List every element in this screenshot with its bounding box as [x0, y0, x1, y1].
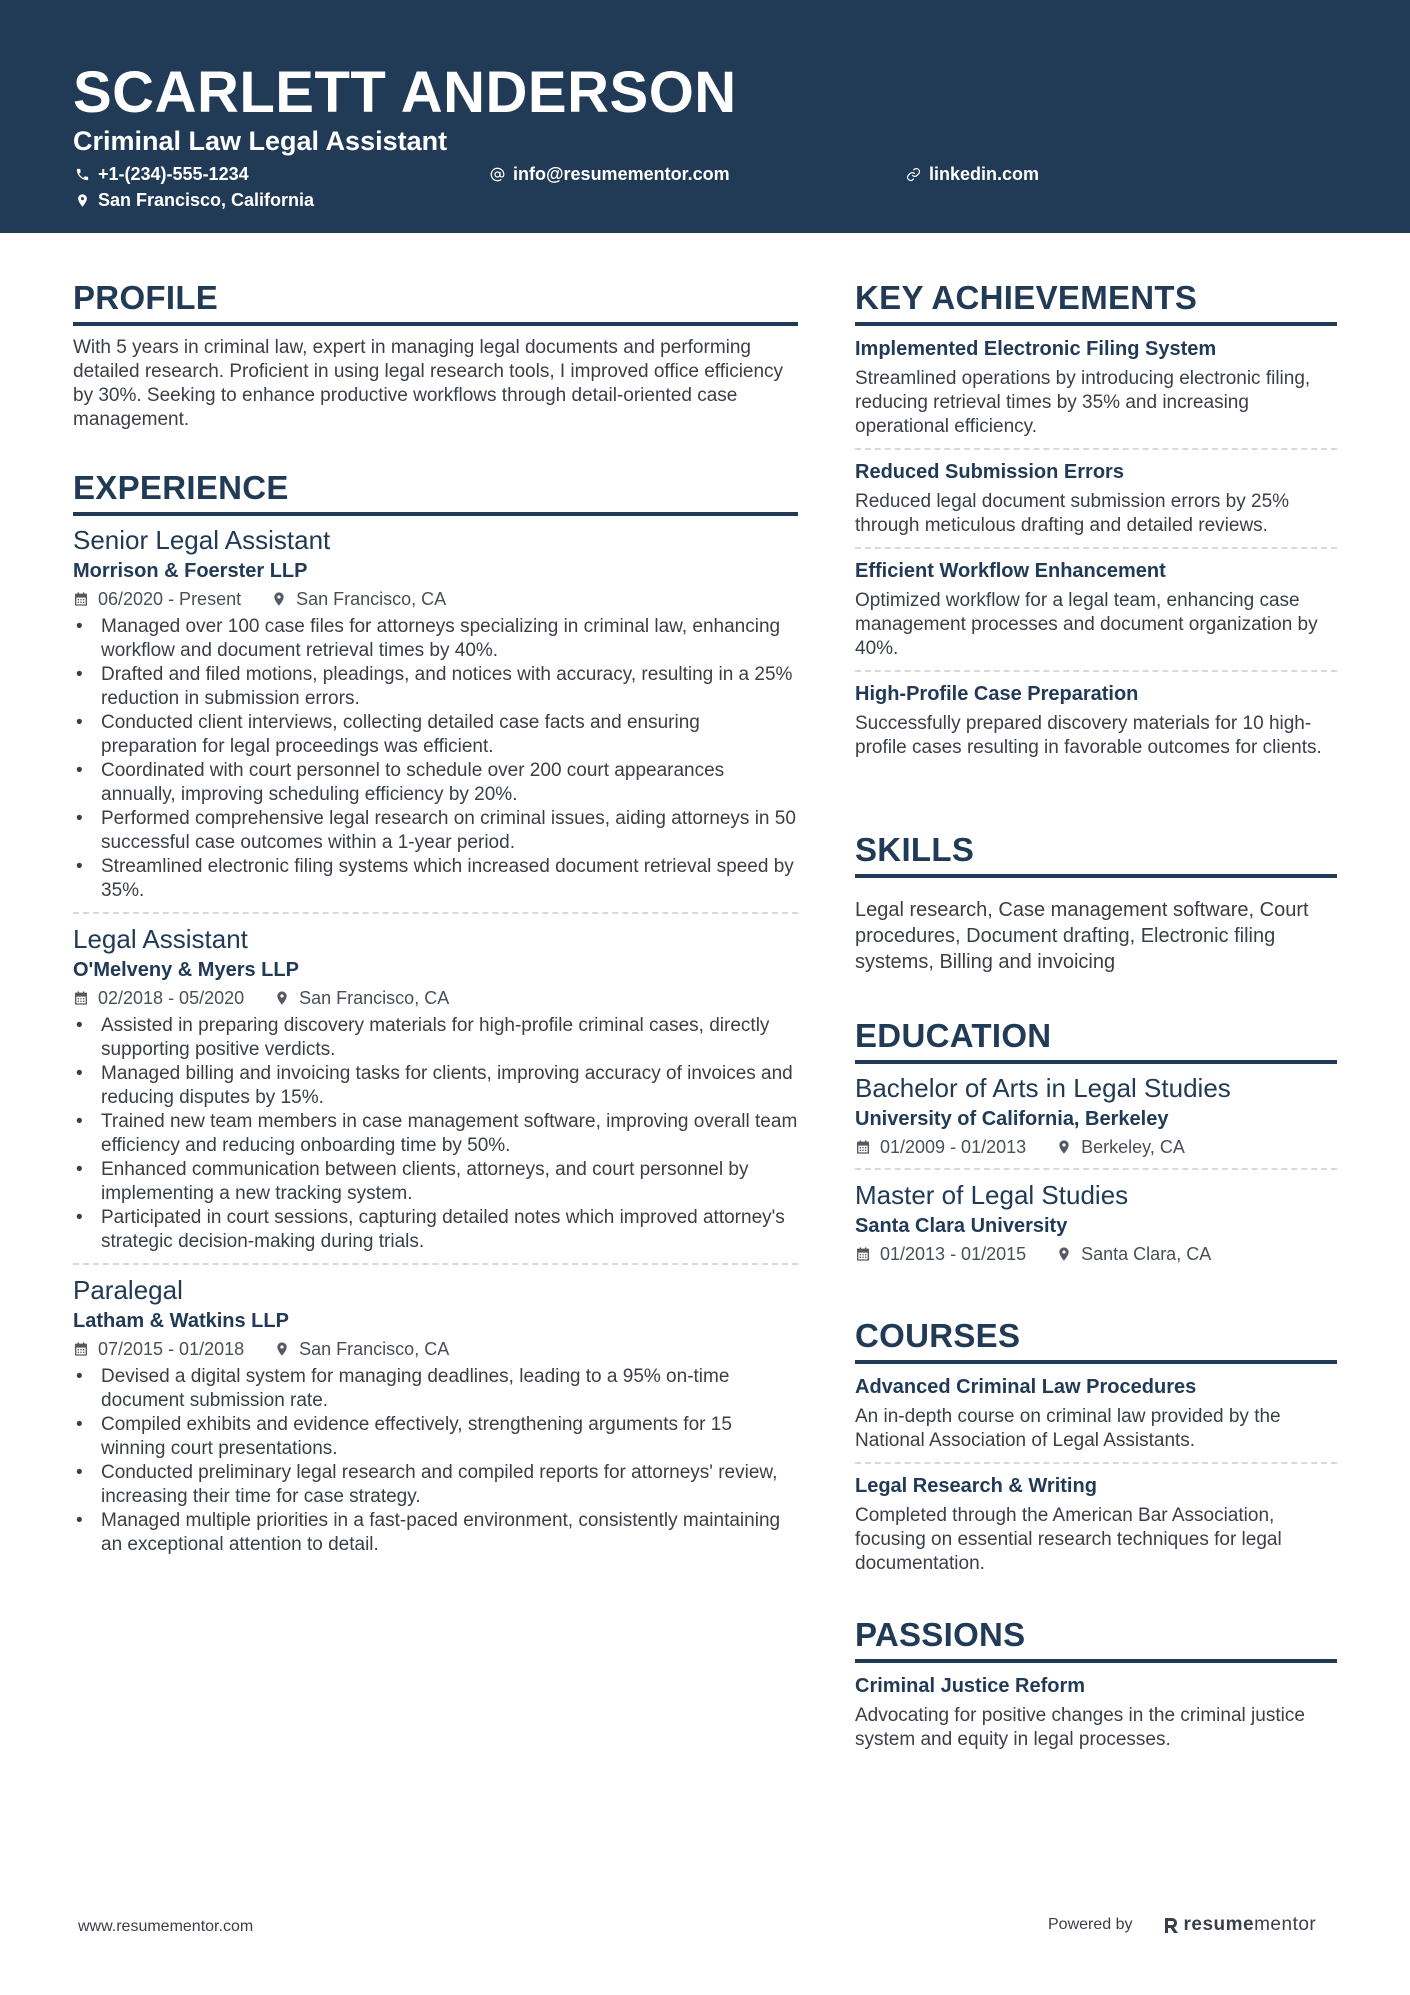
list-item: • Conducted client interviews, collecting detailed case facts and ensuring preparation for legal proceedings was efficient. — [73, 711, 798, 759]
passion-desc: Advocating for positive changes in the criminal justice system and equity in legal processes. — [855, 1705, 1305, 1750]
footer-website-link[interactable]: www.resumementor.com — [78, 1918, 254, 1935]
achievements-section — [855, 278, 1337, 760]
achievement-title: High-Profile Case Preparation — [855, 683, 1139, 705]
job-bullets — [73, 1014, 798, 1254]
profile-section — [73, 278, 798, 432]
achievement-item — [855, 681, 1337, 760]
list-item: • Enhanced communication between clients, attorneys, and court personnel by implementing a new tracking system. — [73, 1158, 798, 1206]
achievement-title: Implemented Electronic Filing System — [855, 338, 1217, 360]
location-text: San Francisco, California — [98, 190, 315, 210]
course-desc: Completed through the American Bar Association, focusing on essential research techniques for legal documentation. — [855, 1505, 1282, 1574]
phone-icon — [75, 167, 90, 182]
course-desc: An in-depth course on criminal law provided by the National Association of Legal Assistants. — [855, 1406, 1281, 1451]
phone-text: +1-(234)-555-1234 — [98, 164, 249, 184]
education-school: University of California, Berkeley — [855, 1108, 1169, 1130]
map-pin-icon — [1056, 1139, 1072, 1155]
list-item: • Participated in court sessions, capturing detailed notes which improved attorney's strategic decision-making during trials. — [73, 1206, 798, 1254]
divider — [855, 547, 1337, 549]
brand-bold: resume — [1183, 1914, 1255, 1935]
job-location: San Francisco, CA — [299, 1339, 450, 1359]
education-heading: EDUCATION — [855, 1016, 1337, 1064]
at-icon — [490, 167, 505, 182]
list-item: • Assisted in preparing discovery materials for high-profile criminal cases, directly supporting positive verdicts. — [73, 1014, 798, 1062]
divider — [73, 1263, 798, 1265]
job-location: San Francisco, CA — [296, 589, 447, 609]
divider — [855, 670, 1337, 672]
passion-title: Criminal Justice Reform — [855, 1675, 1086, 1697]
education-entry — [855, 1179, 1337, 1266]
calendar-icon — [73, 591, 89, 607]
courses-section — [855, 1316, 1337, 1576]
map-pin-icon — [1056, 1246, 1072, 1262]
passion-item — [855, 1673, 1337, 1752]
achievement-title: Efficient Workflow Enhancement — [855, 560, 1166, 582]
achievement-item — [855, 336, 1337, 439]
brand-logo-icon — [1163, 1916, 1179, 1934]
passions-heading: PASSIONS — [855, 1615, 1337, 1663]
education-degree: Master of Legal Studies — [855, 1180, 1129, 1210]
resume-header — [0, 0, 1410, 233]
profile-heading: PROFILE — [73, 278, 798, 326]
map-pin-icon — [274, 1341, 290, 1357]
education-location: Berkeley, CA — [1081, 1137, 1185, 1157]
calendar-icon — [855, 1246, 871, 1262]
achievement-desc: Streamlined operations by introducing electronic filing, reducing retrieval times by 35% and increasing operational efficiency. — [855, 368, 1311, 437]
list-item: • Drafted and filed motions, pleadings, and notices with accuracy, resulting in a 25% reduction in submission errors. — [73, 663, 798, 711]
candidate-title: Criminal Law Legal Assistant — [73, 126, 448, 156]
map-pin-icon — [271, 591, 287, 607]
education-degree: Bachelor of Arts in Legal Studies — [855, 1073, 1231, 1103]
experience-section — [73, 468, 798, 1557]
list-item: • Performed comprehensive legal research on criminal issues, aiding attorneys in 50 successful case outcomes within a 1-year period. — [73, 807, 798, 855]
job-role: Senior Legal Assistant — [73, 525, 331, 555]
skills-heading: SKILLS — [855, 830, 1337, 878]
map-pin-icon — [274, 990, 290, 1006]
course-item — [855, 1374, 1337, 1453]
skills-section — [855, 830, 1337, 975]
list-item: • Streamlined electronic filing systems which increased document retrieval speed by 35%. — [73, 855, 798, 903]
experience-entry — [73, 923, 798, 1254]
achievements-heading: KEY ACHIEVEMENTS — [855, 278, 1337, 326]
achievement-item — [855, 459, 1337, 538]
contact-phone[interactable] — [75, 163, 249, 185]
education-dates: 01/2013 - 01/2015 — [880, 1244, 1027, 1264]
job-role: Legal Assistant — [73, 924, 248, 954]
map-pin-icon — [75, 193, 90, 208]
achievement-title: Reduced Submission Errors — [855, 461, 1124, 483]
list-item: • Coordinated with court personnel to schedule over 200 court appearances annually, improving scheduling efficiency by 20%. — [73, 759, 798, 807]
job-company: Latham & Watkins LLP — [73, 1310, 289, 1332]
footer-branding — [1048, 1914, 1316, 1936]
calendar-icon — [73, 990, 89, 1006]
powered-by-label: Powered by — [1048, 1916, 1133, 1933]
job-dates: 07/2015 - 01/2018 — [98, 1339, 245, 1359]
list-item: • Managed over 100 case files for attorneys specializing in criminal law, enhancing workflow and document retrieval times by 40%. — [73, 615, 798, 663]
job-company: O'Melveny & Myers LLP — [73, 959, 299, 981]
experience-entry — [73, 1274, 798, 1557]
job-bullets — [73, 615, 798, 903]
contact-linkedin[interactable] — [906, 163, 1039, 185]
list-item: • Devised a digital system for managing deadlines, leading to a 95% on-time document submission rate. — [73, 1365, 798, 1413]
calendar-icon — [73, 1341, 89, 1357]
contact-location — [75, 189, 314, 211]
job-bullets — [73, 1365, 798, 1557]
divider — [855, 1168, 1337, 1170]
email-text: info@resumementor.com — [513, 164, 730, 184]
course-title: Advanced Criminal Law Procedures — [855, 1376, 1197, 1398]
list-item: • Managed multiple priorities in a fast-paced environment, consistently maintaining an exceptional attention to detail. — [73, 1509, 798, 1557]
profile-text: With 5 years in criminal law, expert in managing legal documents and performing detailed research. Proficient in using legal research tools, I improved office efficiency by 30%. Seeking to enhance productive workflows through detail-oriented case management. — [73, 337, 784, 430]
list-item: • Compiled exhibits and evidence effectively, strengthening arguments for 15 winning court presentations. — [73, 1413, 798, 1461]
brand-logo[interactable] — [1163, 1914, 1317, 1936]
achievement-desc: Optimized workflow for a legal team, enhancing case management processes and document organization by 40%. — [855, 590, 1318, 659]
experience-heading: EXPERIENCE — [73, 468, 798, 516]
job-company: Morrison & Foerster LLP — [73, 560, 308, 582]
education-dates: 01/2009 - 01/2013 — [880, 1137, 1027, 1157]
achievement-desc: Reduced legal document submission errors by 25% through meticulous drafting and detailed reviews. — [855, 491, 1290, 536]
course-item — [855, 1473, 1337, 1576]
education-entry — [855, 1072, 1337, 1159]
education-school: Santa Clara University — [855, 1215, 1068, 1237]
list-item: • Trained new team members in case management software, improving overall team efficiency and reducing onboarding time by 50%. — [73, 1110, 798, 1158]
course-title: Legal Research & Writing — [855, 1475, 1097, 1497]
calendar-icon — [855, 1139, 871, 1155]
achievement-item — [855, 558, 1337, 661]
divider — [855, 448, 1337, 450]
job-role: Paralegal — [73, 1275, 183, 1305]
job-dates: 06/2020 - Present — [98, 589, 242, 609]
courses-heading: COURSES — [855, 1316, 1337, 1364]
passions-section — [855, 1615, 1337, 1752]
experience-entry — [73, 524, 798, 903]
job-dates: 02/2018 - 05/2020 — [98, 988, 245, 1008]
link-icon — [906, 167, 921, 182]
candidate-name: SCARLETT ANDERSON — [73, 60, 737, 125]
job-location: San Francisco, CA — [299, 988, 450, 1008]
brand-light: mentor — [1254, 1914, 1317, 1935]
education-section — [855, 1016, 1337, 1266]
skills-text: Legal research, Case management software, Court procedures, Document drafting, Electronic filing systems, Billing and invoicing — [855, 899, 1309, 973]
contact-email[interactable] — [490, 163, 730, 185]
linkedin-text: linkedin.com — [929, 164, 1040, 184]
divider — [73, 912, 798, 914]
list-item: • Managed billing and invoicing tasks for clients, improving accuracy of invoices and reducing disputes by 15%. — [73, 1062, 798, 1110]
divider — [855, 1462, 1337, 1464]
education-location: Santa Clara, CA — [1081, 1244, 1212, 1264]
list-item: • Conducted preliminary legal research and compiled reports for attorneys' review, increasing their time for case strategy. — [73, 1461, 798, 1509]
achievement-desc: Successfully prepared discovery materials for 10 high-profile cases resulting in favorable outcomes for clients. — [855, 713, 1322, 758]
